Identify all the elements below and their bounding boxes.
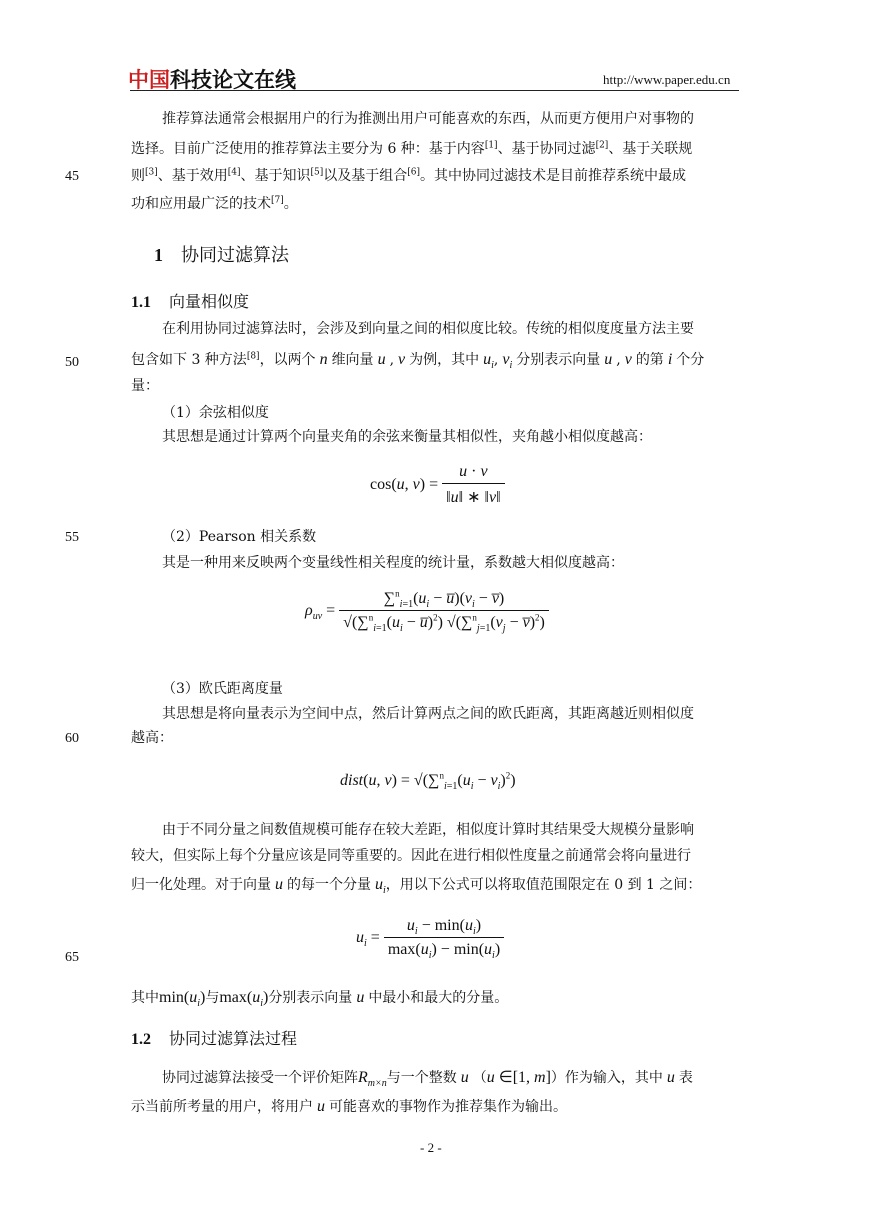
paragraph-line: 包含如下 3 种方法[8]，以两个 n 维向量 u , v 为例，其中 $u_i$, $v_i$ 分别表示向量 u , v 的第 i 个分 xyxy=(131,351,705,372)
section-heading-1-2: 1.2 协同过滤算法过程 xyxy=(131,1029,298,1048)
header-rule xyxy=(130,90,739,91)
site-logo: 中国科技论文在线 xyxy=(128,68,296,92)
line-number: 65 xyxy=(65,950,79,965)
paragraph-line: 较大，但实际上每个分量应该是同等重要的。因此在进行相似性度量之前通常会将向量进行 xyxy=(131,848,691,864)
line-number: 50 xyxy=(65,355,79,370)
line-number: 55 xyxy=(65,530,79,545)
method-description: 其是一种用来反映两个变量线性相关程度的统计量，系数越大相似度越高： xyxy=(162,555,624,571)
paragraph-line: 示当前所考量的用户，将用户 u 可能喜欢的事物作为推荐集作为输出。 xyxy=(131,1098,567,1115)
paragraph-line: 协同过滤算法接受一个评价矩阵$R_{m\times n}$与一个整数 u （u ∈[1, m]）作为输入，其中 u 表 xyxy=(162,1069,693,1090)
paragraph-line: 其中$\min(u_i)$与$\max(u_i)$分别表示向量 u 中最小和最大的分量。 xyxy=(131,989,509,1010)
formula-cosine: cos(u, v) = $\frac{u \cdot v}{‖u‖ ∗ ‖v‖}$ xyxy=(370,463,505,507)
formula-pearson: $\rho_{uv}$ = $\frac{\sum^n_{i=1}(u_i - u̅)(v_i - v̅)}{√(\sum^n_{i=1}(u_i - u̅)^2) √(\sum^n_{j=1}(v_j - v̅)^2)}$ xyxy=(305,590,549,632)
method-title: （2）Pearson 相关系数 xyxy=(162,529,317,545)
method-description: 其思想是通过计算两个向量夹角的余弦来衡量其相似性，夹角越小相似度越高： xyxy=(162,429,652,445)
paragraph-line: 量： xyxy=(131,378,159,394)
section-heading-1: 1 协同过滤算法 xyxy=(154,245,289,266)
paragraph-line: 归一化处理。对于向量 u 的每一个分量 $u_i$，用以下公式可以将取值范围限定在 0 到 1 之间： xyxy=(131,876,702,897)
intro-line-2: 选择。目前广泛使用的推荐算法主要分为 6 种：基于内容[1]、基于协同过滤[2]、基于关联规 xyxy=(131,140,693,157)
intro-line-1: 推荐算法通常会根据用户的行为推测出用户可能喜欢的东西，从而更方便用户对事物的 xyxy=(162,111,694,127)
section-heading-1-1: 1.1 向量相似度 xyxy=(131,292,250,311)
method-title: （1）余弦相似度 xyxy=(162,405,269,421)
paragraph-line: 在利用协同过滤算法时，会涉及到向量之间的相似度比较。传统的相似度度量方法主要 xyxy=(162,321,694,337)
page-number: - 2 - xyxy=(420,1140,442,1155)
intro-line-4: 功和应用最广泛的技术[7]。 xyxy=(131,195,298,212)
line-number: 60 xyxy=(65,731,79,746)
method-description: 越高： xyxy=(131,730,173,746)
header-url[interactable]: http://www.paper.edu.cn xyxy=(603,72,731,87)
formula-normalization: $u_i$ = $\frac{u_i - \min(u_i)}{\max(u_i) - \min(u_i)}$ xyxy=(356,917,504,959)
paragraph-line: 由于不同分量之间数值规模可能存在较大差距，相似度计算时其结果受大规模分量影响 xyxy=(162,822,694,838)
line-number: 45 xyxy=(65,169,79,184)
formula-euclidean: dist(u, $v) = √(\sum^n_{i=1}(u_i - v_i)^2)$ xyxy=(340,770,516,793)
method-title: （3）欧氏距离度量 xyxy=(162,681,283,697)
method-description: 其思想是将向量表示为空间中点，然后计算两点之间的欧氏距离，其距离越近则相似度 xyxy=(162,706,694,722)
intro-line-3: 则[3]、基于效用[4]、基于知识[5]以及基于组合[6]。其中协同过滤技术是目前推荐系统中最成 xyxy=(131,167,686,184)
